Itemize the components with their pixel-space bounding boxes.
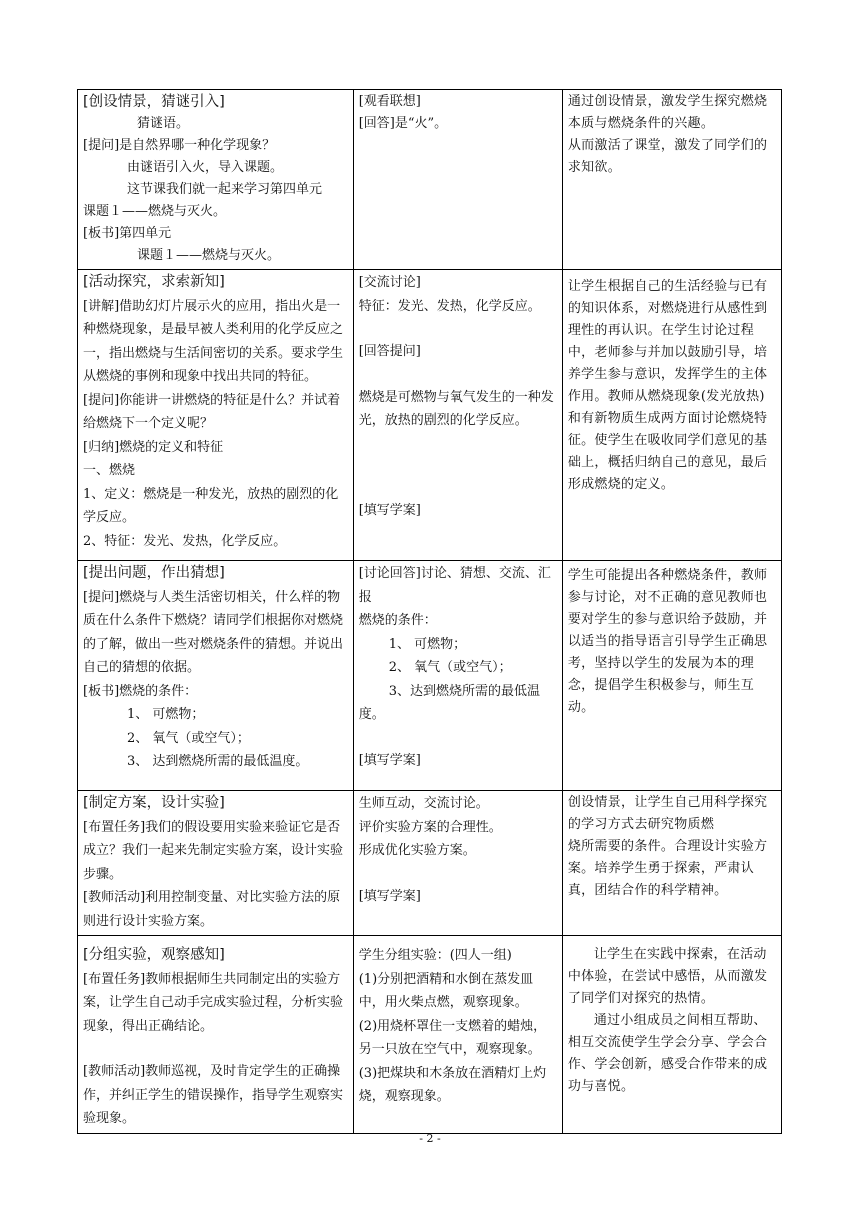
- text-line: 1、 可燃物；: [127, 707, 205, 722]
- text-line: 从而激活了课堂，激发了同学们的求知欲。: [567, 138, 768, 175]
- text-line: 一、燃烧: [83, 463, 136, 478]
- text-line: 猜谜语。: [137, 116, 190, 131]
- student-activity-cell: [353, 270, 562, 561]
- section-heading: [活动探究，求索新知]: [83, 274, 225, 290]
- student-activity-cell: [353, 791, 562, 936]
- text-line: [填写学案]: [358, 502, 421, 518]
- text-line: [板书]燃烧的条件：: [83, 683, 198, 699]
- text-line: 烧所需要的条件。合理设计实验方案。培养学生勇于探索，严肃认真，团结合作的科学精神。: [567, 839, 768, 898]
- student-activity-cell: [353, 561, 562, 791]
- text-line: 创设情景，让学生自己用科学探究的学习方式去研究物质燃: [567, 795, 768, 832]
- text-line: [回答提问]: [358, 344, 421, 359]
- text-line: [提问]燃烧与人类生活密切相关，什么样的物质在什么条件下燃烧？请同学们根据你对燃烧的了解，做出一些对燃烧条件的猜想。并说出自己的猜想的依据。: [83, 589, 344, 675]
- text-line: [归纳]燃烧的定义和特征: [83, 439, 224, 455]
- table-row: [78, 90, 782, 270]
- text-line: 学生分组实验：(四人一组): [358, 948, 512, 963]
- text-line: [讲解]借助幻灯片展示火的应用，指出火是一种燃烧现象，是最早被人类利用的化学反应之一，指出燃烧与生活间密切的关系。要求学生从燃烧的事例和现象中找出共同的特征。: [83, 298, 344, 384]
- teacher-activity-cell: [78, 270, 354, 561]
- text-line: 3、 达到燃烧所需的最低温度。: [127, 754, 309, 769]
- design-intent-cell: [562, 791, 781, 936]
- text-line: (3)把煤块和木条放在酒精灯上灼烧，观察现象。: [358, 1065, 547, 1104]
- table-row: [78, 936, 782, 1134]
- text-line: 2、特征：发光、发热，化学反应。: [83, 533, 287, 549]
- text-line: 3、达到燃烧所需的最低温度。: [358, 683, 541, 722]
- table-row: [78, 791, 782, 936]
- text-line: 课题１——燃烧与灭火。: [137, 248, 281, 263]
- text-line: [回答]是“火”。: [358, 116, 448, 131]
- text-line: 让学生在实践中探索，在活动中体验，在尝试中感悟，从而激发了同学们对探究的热情。: [567, 947, 768, 1006]
- text-line: 燃烧的条件：: [358, 613, 437, 628]
- text-line: (2)用烧杯罩住一支燃着的蜡烛，另一只放在空气中，观察现象。: [358, 1018, 547, 1057]
- text-line: [布置任务]教师根据师生共同制定出的实验方案，让学生自己动手完成实验过程，分析实验现象，得出正确结论。: [83, 971, 344, 1034]
- text-line: 通过创设情景，激发学生探究燃烧本质与燃烧条件的兴趣。: [567, 94, 768, 131]
- text-line: 生师互动，交流讨论。: [358, 796, 489, 811]
- text-line: 这节课我们就一起来学习第四单元 课题１——燃烧与灭火。: [83, 182, 340, 219]
- teacher-activity-cell: [78, 791, 354, 936]
- text-line: [交流讨论]: [358, 275, 421, 290]
- teacher-activity-cell: [78, 90, 354, 270]
- text-line: [教师活动]教师巡视，及时肯定学生的正确操作，并纠正学生的错误操作，指导学生观察实验现象。: [83, 1064, 344, 1126]
- text-line: [布置任务]我们的假设要用实验来验证它是否成立？我们一起来先制定实验方案，设计实验步骤。: [83, 819, 344, 882]
- text-line: 特征：发光、发热，化学反应。: [358, 298, 541, 314]
- student-activity-cell: [353, 936, 562, 1134]
- page-number: - 2 -: [419, 1132, 441, 1145]
- text-line: [提问]你能讲一讲燃烧的特征是什么？并试着给燃烧下一个定义呢？: [83, 392, 341, 431]
- text-line: 由谜语引入火，导入课题。: [127, 160, 284, 175]
- text-line: 评价实验方案的合理性。: [358, 819, 502, 835]
- lesson-plan-table: [77, 89, 782, 1134]
- text-line: [讨论回答]讨论、猜想、交流、汇报: [358, 566, 551, 605]
- text-line: [填写学案]: [358, 752, 421, 768]
- section-heading: [分组实验，观察感知]: [83, 947, 225, 963]
- text-line: 燃烧是可燃物与氧气发生的一种发光，放热的剧烈的化学反应。: [358, 389, 554, 428]
- design-intent-cell: [562, 90, 781, 270]
- section-heading: [提出问题，作出猜想]: [83, 565, 225, 581]
- teacher-activity-cell: [78, 936, 354, 1134]
- text-line: [提问]是自然界哪一种化学现象？: [83, 138, 276, 153]
- text-line: 1、定义：燃烧是一种发光，放热的剧烈的化学反应。: [83, 486, 339, 525]
- text-line: [板书]第四单元: [83, 226, 172, 241]
- design-intent-cell: [562, 270, 781, 561]
- text-line: 学生可能提出各种燃烧条件，教师参与讨论，对不正确的意见教师也要对学生的参与意识给予鼓励，并以适当的指导语言引导学生正确思考，坚持以学生的发展为本的理念，提倡学生积极参与，师生互动。: [567, 568, 768, 715]
- text-line: (1)分别把酒精和水倒在蒸发皿中，用火柴点燃，观察现象。: [358, 971, 534, 1010]
- text-line: 1、 可燃物；: [388, 636, 467, 652]
- section-heading: [制定方案，设计实验]: [83, 795, 225, 811]
- text-line: 让学生根据自己的生活经验与已有的知识体系，对燃烧进行从感性到理性的再认识。在学生讨论过程中，老师参与并加以鼓励引导，培养学生参与意识，发挥学生的主体作用。教师从燃烧现象(发光放热)和有新物质生成两方面讨论燃烧特征。使学生在吸收同学们意见的基础上，概括归纳自己的意见，最后形成燃烧的定义。: [567, 279, 768, 492]
- text-line: 2、 氧气（或空气）；: [388, 660, 512, 675]
- text-line: [教师活动]利用控制变量、对比实验方法的原则进行设计实验方案。: [83, 890, 341, 929]
- design-intent-cell: [562, 936, 781, 1134]
- teacher-activity-cell: [78, 561, 354, 791]
- text-line: 形成优化实验方案。: [358, 843, 476, 858]
- table-row: [78, 270, 782, 561]
- text-line: [填写学案]: [358, 888, 421, 904]
- text-line: [观看联想]: [358, 94, 421, 109]
- text-line: 通过小组成员之间相互帮助、相互交流使学生学会分享、学会合作、学会创新，感受合作带来的成功与喜悦。: [567, 1013, 768, 1094]
- section-heading: [创设情景，猜谜引入]: [83, 94, 225, 110]
- text-line: 2、 氧气（或空气）；: [127, 730, 250, 746]
- table-row: [78, 561, 782, 791]
- design-intent-cell: [562, 561, 781, 791]
- student-activity-cell: [353, 90, 562, 270]
